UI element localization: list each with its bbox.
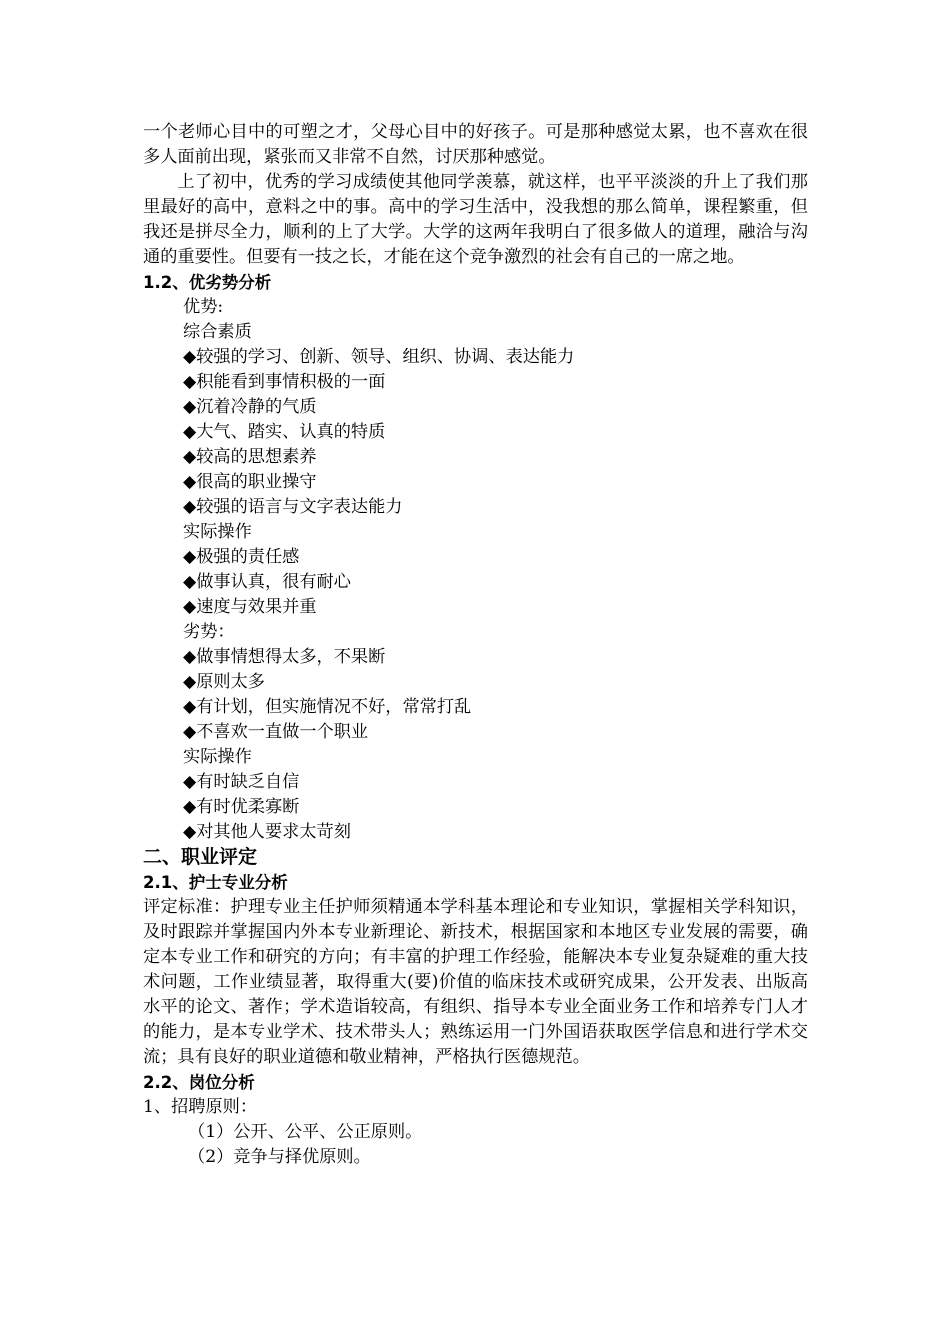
- position-analysis-heading: 2.2、岗位分析: [143, 1073, 255, 1092]
- evaluation-standard-paragraph: 评定标准：护理专业主任护师须精通本学科基本理论和专业知识，掌握相关学科知识，及时跟踪并掌握国内外本专业新理论、新技术，根据国家和本地区专业发展的需要，确定本专业工作和研究的方向；有丰富的护理工作经验，能解决本专业复杂疑难的重大技术问题，工作业绩显著，取得重大(要)价值的临床技术或研究成果，公开发表、出版高水平的论文、著作；学术造诣较高，有组织、指导本专业全面业务工作和培养专门人才的能力，是本专业学术、技术带头人；熟练运用一门外国语获取医学信息和进行学术交流；具有良好的职业道德和敬业精神，严格执行医德规范。: [143, 897, 808, 1067]
- general-quality-label: 综合素质: [183, 322, 252, 342]
- list-item: ◆较强的语言与文字表达能力: [183, 497, 403, 517]
- intro-paragraph-1: 一个老师心目中的可塑之才，父母心目中的好孩子。可是那种感觉太累，也不喜欢在很多人面前出现，紧张而又非常不自然，讨厌那种感觉。: [143, 122, 808, 167]
- document-page: [143, 120, 808, 1170]
- list-item: ◆做事情想得太多，不果断: [183, 647, 386, 667]
- section-2-heading: 二、职业评定: [143, 846, 258, 868]
- practice-label-1: 实际操作: [183, 522, 252, 542]
- practice-label-2: 实际操作: [183, 747, 252, 767]
- recruitment-principle-2: （2）竞争与择优原则。: [188, 1147, 371, 1167]
- list-item: ◆做事认真，很有耐心: [183, 572, 351, 592]
- general-quality-list: [143, 345, 808, 520]
- list-item: ◆沉着冷静的气质: [183, 397, 317, 417]
- weakness-list: [143, 645, 808, 745]
- list-item: ◆大气、踏实、认真的特质: [183, 422, 386, 442]
- list-item: ◆有时缺乏自信: [183, 772, 300, 792]
- recruitment-principle-1: （1）公开、公平、公正原则。: [188, 1122, 423, 1142]
- list-item: ◆积能看到事情积极的一面: [183, 372, 386, 392]
- list-item: ◆极强的责任感: [183, 547, 300, 567]
- recruitment-principles-heading: 1、招聘原则：: [143, 1097, 258, 1117]
- strengths-label: 优势:: [183, 297, 224, 317]
- weaknesses-label: 劣势：: [183, 622, 235, 642]
- list-item: ◆有时优柔寡断: [183, 797, 300, 817]
- list-item: ◆较强的学习、创新、领导、组织、协调、表达能力: [183, 347, 575, 367]
- practice-list-2: [143, 770, 808, 845]
- list-item: ◆对其他人要求太苛刻: [183, 822, 351, 842]
- list-item: ◆不喜欢一直做一个职业: [183, 722, 369, 742]
- list-item: ◆有计划，但实施情况不好，常常打乱: [183, 697, 472, 717]
- list-item: ◆较高的思想素养: [183, 447, 317, 467]
- practice-list-1: [143, 545, 808, 620]
- list-item: ◆原则太多: [183, 672, 265, 692]
- intro-paragraph-2: 上了初中，优秀的学习成绩使其他同学羡慕，就这样，也平平淡淡的升上了我们那里最好的高中，意料之中的事。高中的学习生活中，没我想的那么简单，课程繁重，但我还是拼尽全力，顺利的上了大学。大学的这两年我明白了很多做人的道理，融洽与沟通的重要性。但要有一技之长，才能在这个竞争激烈的社会有自己的一席之地。: [143, 172, 808, 267]
- nursing-analysis-heading: 2.1、护士专业分析: [143, 873, 288, 892]
- swot-heading: 1.2、优劣势分析: [143, 273, 272, 292]
- list-item: ◆速度与效果并重: [183, 597, 317, 617]
- list-item: ◆很高的职业操守: [183, 472, 317, 492]
